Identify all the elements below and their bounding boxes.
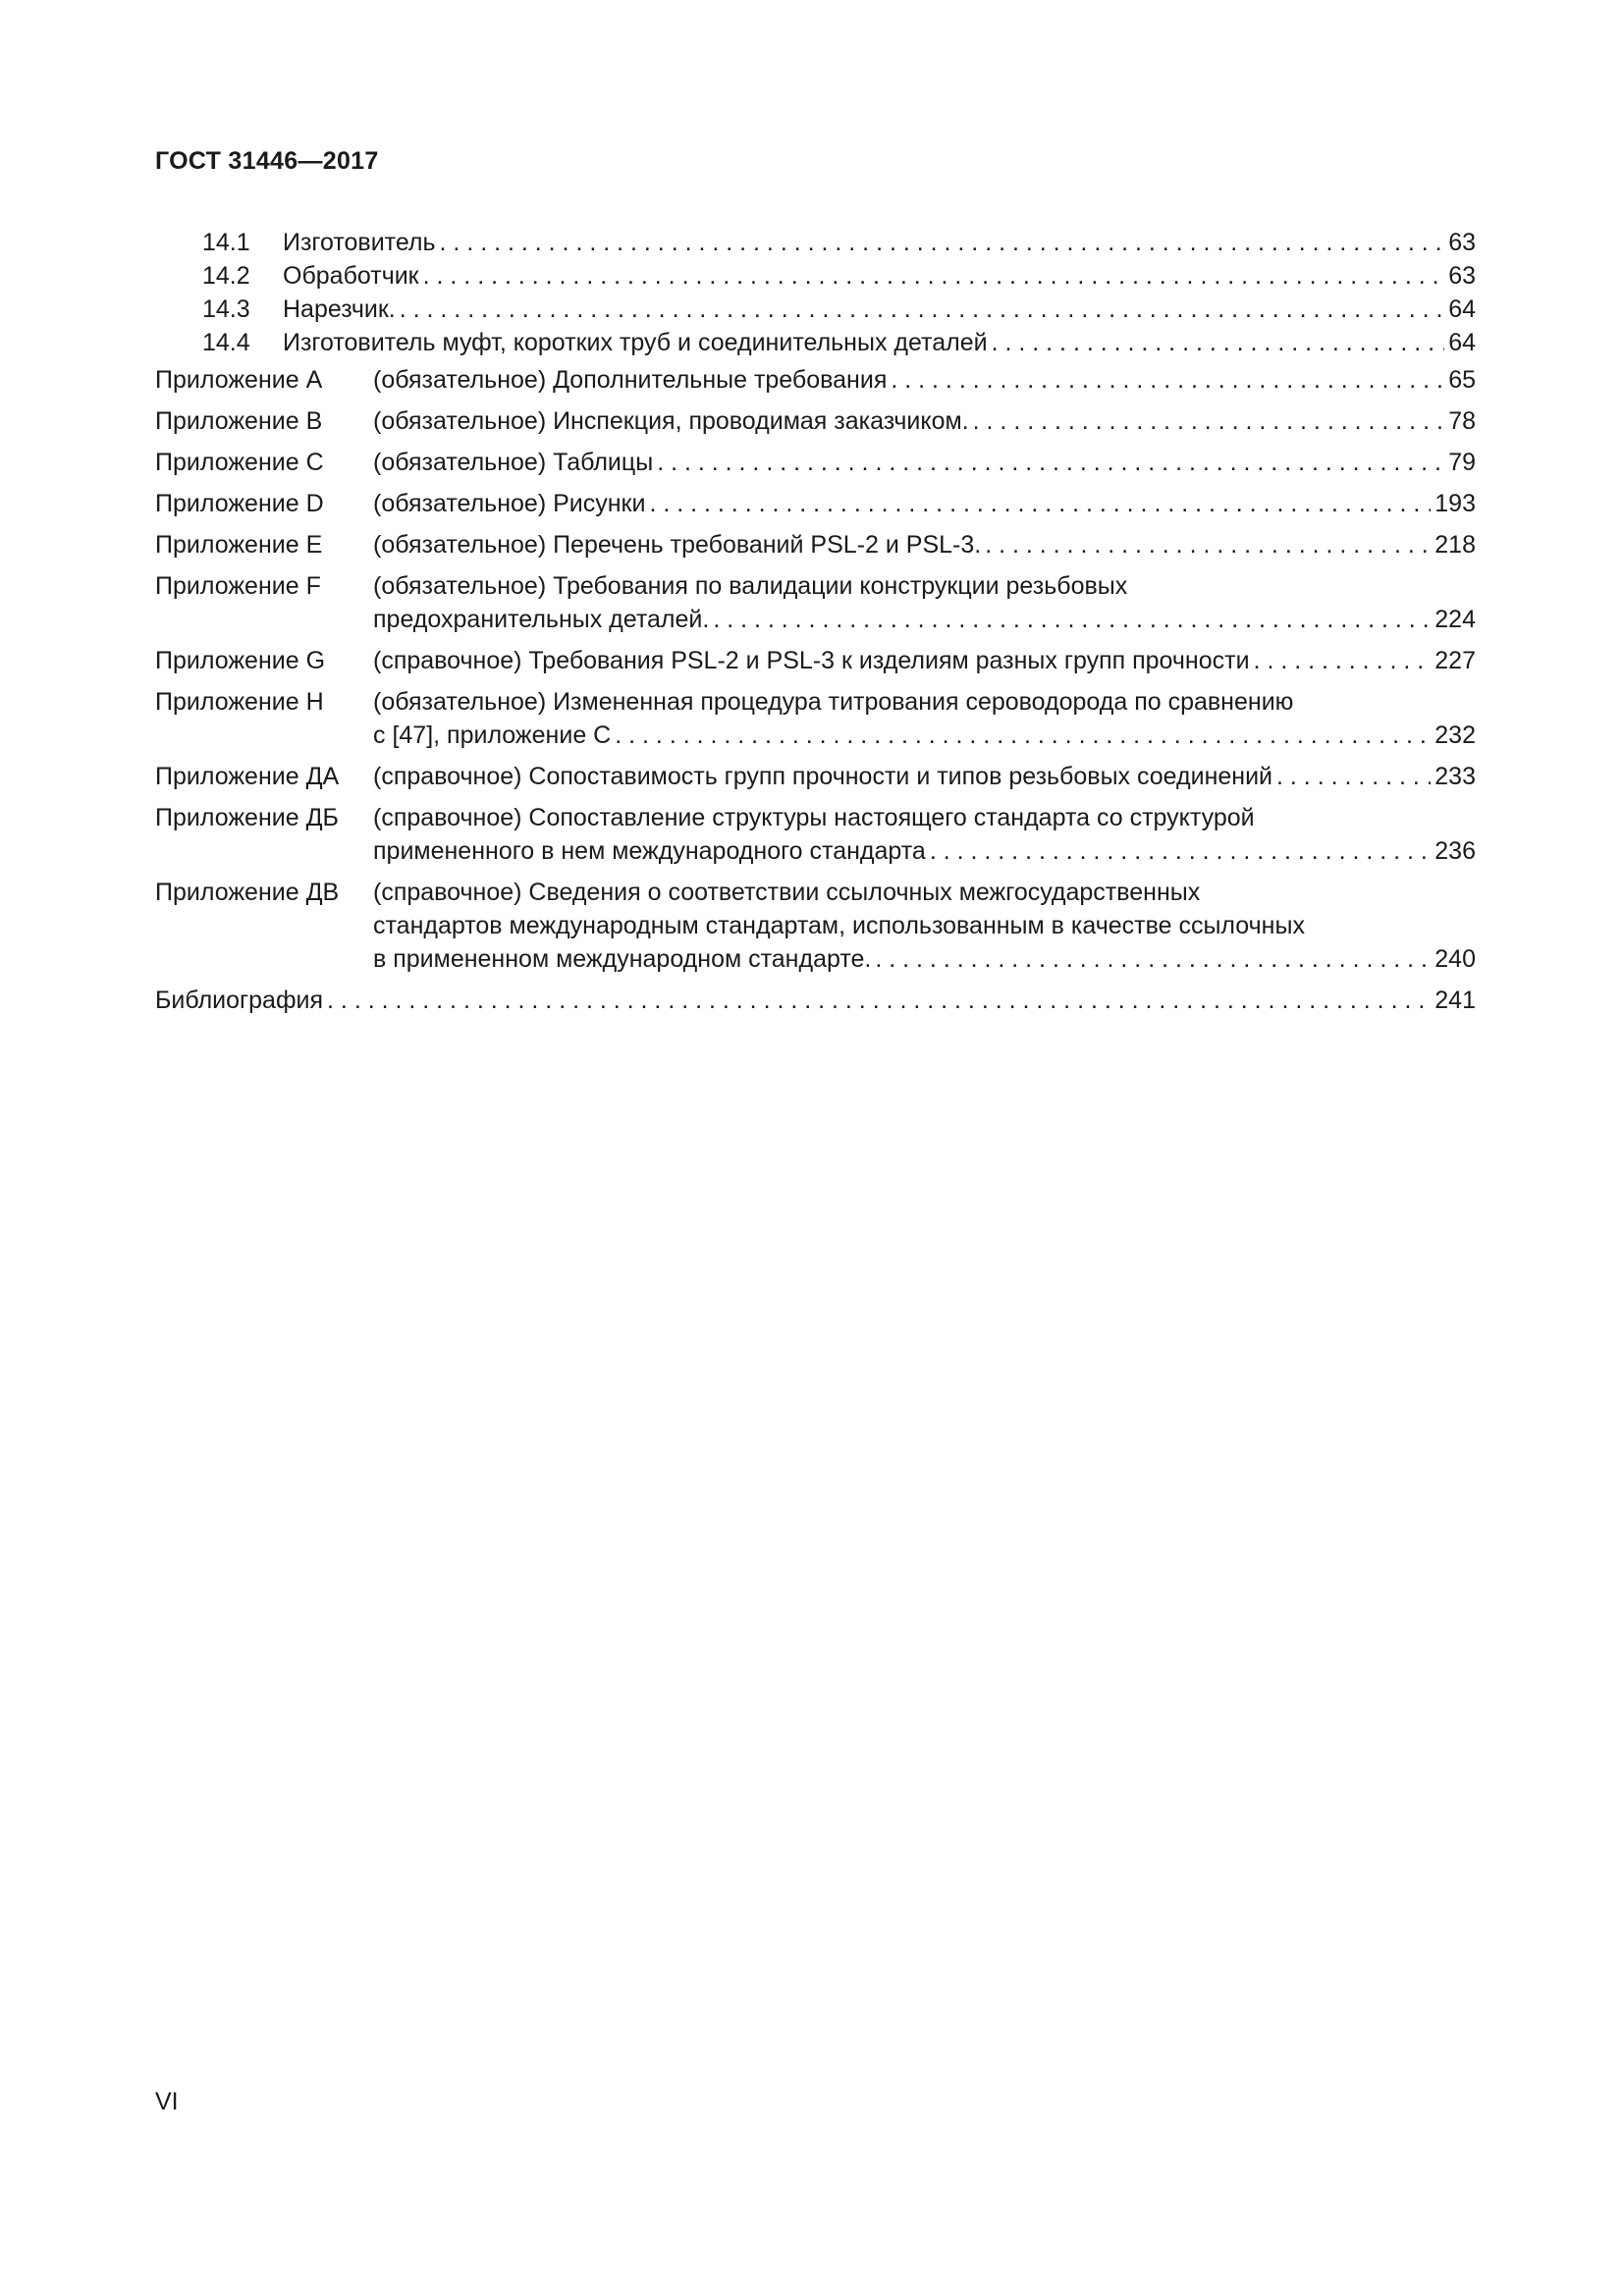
toc-page-number: 227 xyxy=(1434,647,1476,674)
dot-leader xyxy=(400,293,1444,326)
toc-entry-row xyxy=(155,569,1476,636)
toc-page-number: 78 xyxy=(1448,407,1476,435)
toc-entry-row xyxy=(155,404,1476,438)
toc-entry-row xyxy=(155,984,1476,1017)
toc-page-number: 79 xyxy=(1448,449,1476,476)
toc-page-number: 64 xyxy=(1448,295,1476,323)
toc-entry-label: Библиография xyxy=(155,987,324,1014)
toc-page-number: 64 xyxy=(1448,329,1476,356)
toc-entry-label: Приложение F xyxy=(155,572,321,600)
toc-entry-title-line: (обязательное) Дополнительные требования xyxy=(373,366,888,394)
dot-leader xyxy=(875,942,1431,976)
dot-leader xyxy=(992,326,1445,359)
toc-entry-title-line: (справочное) Сопоставимость групп прочности и типов резьбовых соединений xyxy=(373,763,1273,790)
page-number: VI xyxy=(155,2088,179,2115)
table-of-contents xyxy=(155,226,1476,1025)
toc-entry-label: Приложение В xyxy=(155,407,323,435)
toc-page-number: 65 xyxy=(1448,366,1476,394)
toc-entry-title-line: предохранительных деталей. xyxy=(373,606,710,633)
dot-leader xyxy=(930,834,1431,868)
toc-entry-row xyxy=(155,487,1476,520)
toc-entry-title-line: стандартов международным стандартам, использованным в качестве ссылочных xyxy=(373,912,1305,939)
toc-entry-title-line: (обязательное) Требования по валидации конструкции резьбовых xyxy=(373,572,1128,600)
toc-entry-title-line: (обязательное) Перечень требований PSL-2 и PSL-3. xyxy=(373,531,982,559)
toc-entry-label: Приложение ДБ xyxy=(155,804,339,831)
dot-leader xyxy=(327,984,1431,1017)
dot-leader xyxy=(1254,644,1432,677)
toc-page-number: 233 xyxy=(1434,763,1476,790)
toc-entry-title-line: (обязательное) Рисунки xyxy=(373,490,646,517)
toc-subsection-number: 14.1 xyxy=(202,229,250,256)
dot-leader xyxy=(657,446,1444,479)
toc-entry-title-line: (обязательное) Инспекция, проводимая заказчиком. xyxy=(373,407,969,435)
toc-entry-title-line: (справочное) Требования PSL-2 и PSL-3 к изделиям разных групп прочности xyxy=(373,647,1250,674)
toc-entry-label: Приложение С xyxy=(155,449,324,476)
toc-page-number: 63 xyxy=(1448,262,1476,290)
toc-entry-label: Приложение ДВ xyxy=(155,879,340,906)
toc-subsection-row xyxy=(155,293,1476,326)
toc-page-number: 193 xyxy=(1434,490,1476,517)
toc-page-number: 240 xyxy=(1434,945,1476,973)
toc-entry-row xyxy=(155,760,1476,793)
dot-leader xyxy=(1276,760,1431,793)
toc-subsection-number: 14.3 xyxy=(202,295,250,323)
toc-page-number: 232 xyxy=(1434,721,1476,749)
toc-entry-title-line: (справочное) Сведения о соответствии ссылочных межгосударственных xyxy=(373,879,1201,906)
toc-page-number: 218 xyxy=(1434,531,1476,559)
toc-entry-title-line: (обязательное) Измененная процедура титрования сероводорода по сравнению xyxy=(373,688,1294,716)
dot-leader xyxy=(891,363,1444,397)
toc-entry-row xyxy=(155,876,1476,976)
toc-page-number: 63 xyxy=(1448,229,1476,256)
toc-page-number: 224 xyxy=(1434,606,1476,633)
toc-entry-title-line: примененного в нем международного стандарта xyxy=(373,837,926,865)
dot-leader xyxy=(973,404,1445,438)
toc-subsection-title: Изготовитель муфт, коротких труб и соединительных деталей xyxy=(283,329,988,356)
toc-entry-label: Приложение D xyxy=(155,490,324,517)
toc-entry-label: Приложение Е xyxy=(155,531,323,559)
dot-leader xyxy=(423,259,1445,293)
toc-entry-row xyxy=(155,644,1476,677)
toc-entry-label: Приложение Н xyxy=(155,688,324,716)
toc-entry-label: Приложение G xyxy=(155,647,326,674)
toc-subsection-title: Изготовитель xyxy=(283,229,436,256)
toc-entry-title-line: (справочное) Сопоставление структуры настоящего стандарта со структурой xyxy=(373,804,1255,831)
toc-entry-row xyxy=(155,363,1476,397)
toc-entry-title-line: с [47], приложение С xyxy=(373,721,612,749)
toc-entry-title-line: в примененном международном стандарте. xyxy=(373,945,872,973)
toc-entry-row xyxy=(155,528,1476,561)
toc-entry-title-line: (обязательное) Таблицы xyxy=(373,449,654,476)
toc-entry-label: Приложение ДА xyxy=(155,763,340,790)
toc-entry-row xyxy=(155,801,1476,868)
toc-page-number: 241 xyxy=(1434,987,1476,1014)
toc-subsection-title: Нарезчик. xyxy=(283,295,396,323)
toc-entry-row xyxy=(155,446,1476,479)
toc-subsection-row xyxy=(155,226,1476,259)
dot-leader xyxy=(649,487,1431,520)
toc-entry-row xyxy=(155,685,1476,752)
dot-leader xyxy=(713,603,1431,636)
dot-leader xyxy=(440,226,1445,259)
dot-leader xyxy=(615,719,1431,752)
document-header: ГОСТ 31446—2017 xyxy=(155,147,379,175)
dot-leader xyxy=(985,528,1431,561)
toc-subsection-number: 14.4 xyxy=(202,329,250,356)
toc-page-number: 236 xyxy=(1434,837,1476,865)
toc-entry-label: Приложение А xyxy=(155,366,323,394)
toc-subsection-row xyxy=(155,326,1476,359)
toc-subsection-title: Обработчик xyxy=(283,262,419,290)
toc-subsection-row xyxy=(155,259,1476,293)
toc-subsection-number: 14.2 xyxy=(202,262,250,290)
